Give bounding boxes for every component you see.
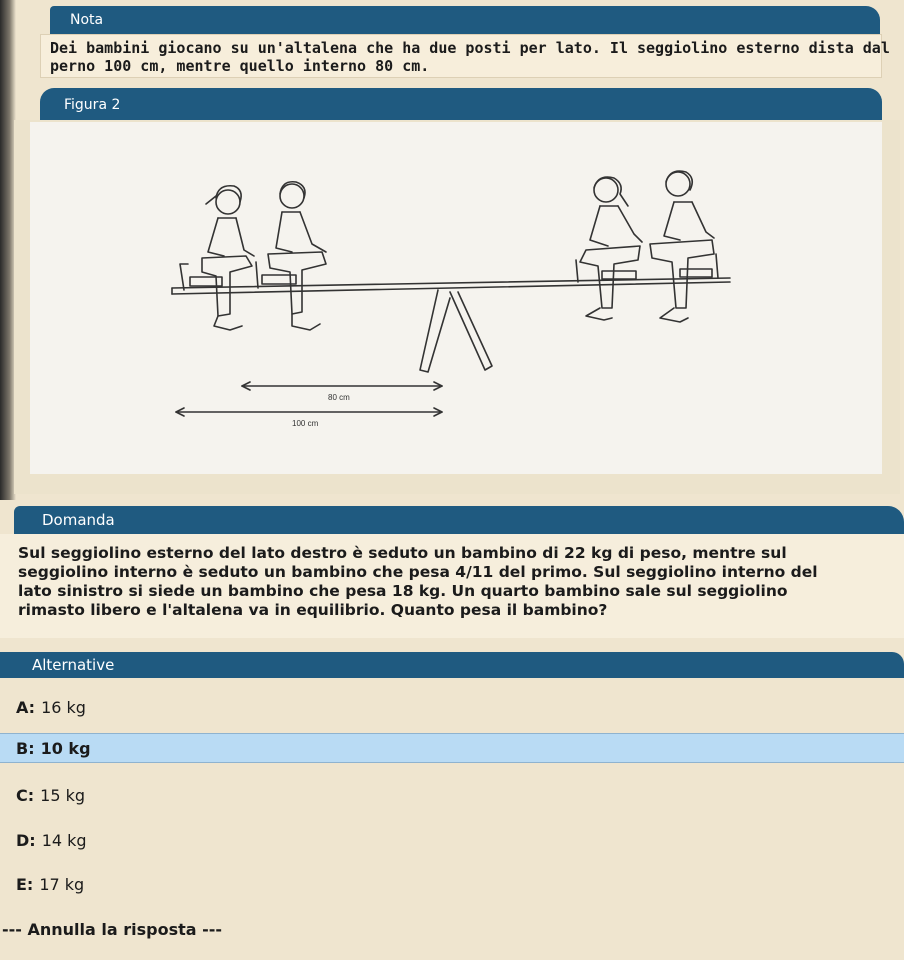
- option-b-letter: B:: [16, 738, 35, 758]
- label-100cm: 100 cm: [292, 419, 319, 428]
- question-line-3: lato sinistro si siede un bambino che pesa 18 kg. Un quarto bambino sale sul seggiolino: [18, 582, 788, 600]
- label-80cm: 80 cm: [328, 393, 350, 402]
- option-e-letter: E:: [16, 874, 34, 894]
- option-c[interactable]: [0, 780, 904, 810]
- question-line-1: Sul seggiolino esterno del lato destro è seduto un bambino di 22 kg di peso, mentre sul: [18, 544, 787, 562]
- option-b-text: 10 kg: [40, 738, 91, 758]
- option-e-text: 17 kg: [39, 874, 85, 894]
- option-e[interactable]: [0, 869, 904, 899]
- figure-image: [30, 122, 882, 474]
- option-d[interactable]: [0, 825, 904, 855]
- option-c-text: 15 kg: [40, 785, 86, 805]
- option-a[interactable]: [0, 692, 904, 722]
- domanda-box: [0, 534, 904, 638]
- cancel-answer-button[interactable]: --- Annulla la risposta ---: [2, 920, 223, 939]
- domanda-header: Domanda: [14, 506, 904, 534]
- question-line-4: rimasto libero e l'altalena va in equilibrio. Quanto pesa il bambino?: [18, 601, 608, 619]
- figure-header: Figura 2: [40, 88, 882, 122]
- option-d-text: 14 kg: [41, 830, 87, 850]
- nota-header: Nota: [50, 6, 880, 34]
- nota-box: [40, 34, 890, 78]
- option-a-text: 16 kg: [41, 697, 86, 717]
- alternative-header: Alternative: [0, 652, 904, 678]
- question-line-2: seggiolino interno è seduto un bambino che pesa 4/11 del primo. Sul seggiolino interno del: [18, 563, 818, 581]
- option-a-letter: A:: [16, 697, 36, 717]
- option-c-letter: C:: [16, 785, 35, 805]
- option-b[interactable]: [0, 733, 904, 763]
- nota-line-2: perno 100 cm, mentre quello interno 80 cm.: [50, 57, 430, 75]
- seesaw-illustration: [30, 122, 882, 474]
- nota-line-1: Dei bambini giocano su un'altalena che ha due posti per lato. Il seggiolino esterno dista dal: [50, 39, 890, 57]
- option-d-letter: D:: [16, 830, 36, 850]
